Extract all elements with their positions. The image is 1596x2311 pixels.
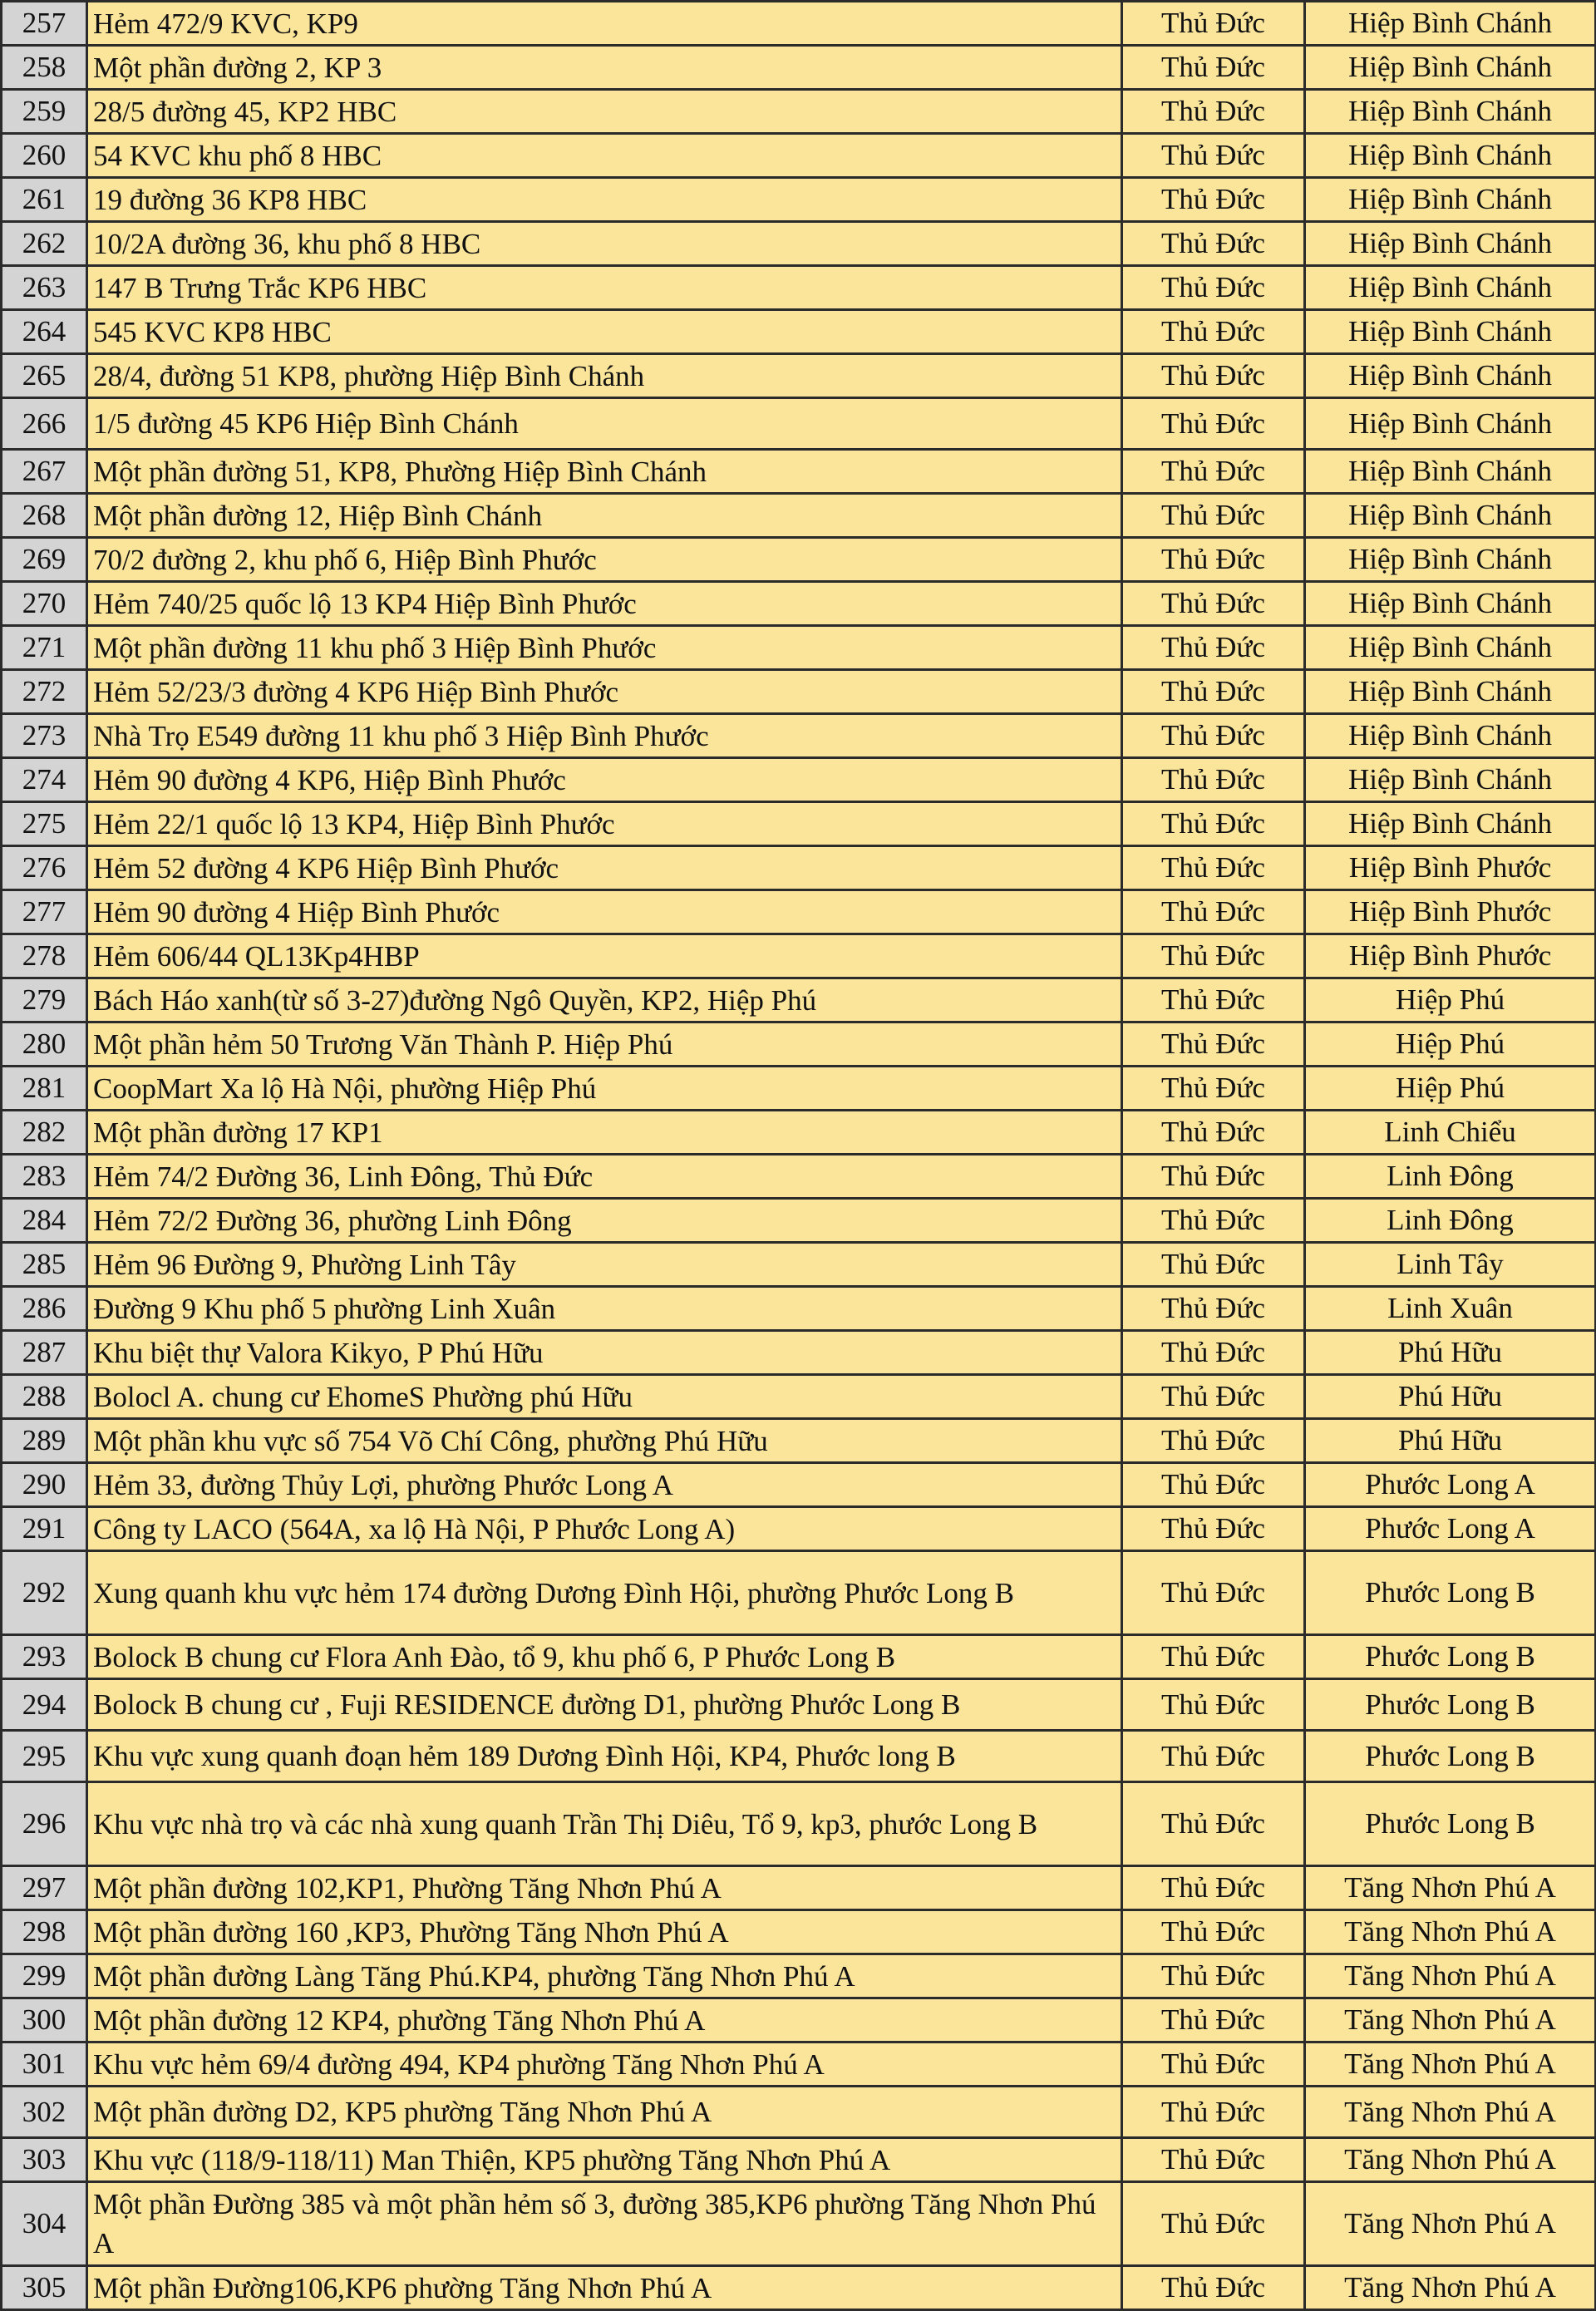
ward-cell: Hiệp Bình Chánh	[1305, 582, 1596, 626]
ward-cell: Linh Tây	[1305, 1243, 1596, 1287]
district-cell: Thủ Đức	[1122, 1375, 1305, 1419]
row-number: 282	[2, 1111, 87, 1155]
row-number: 305	[2, 2266, 87, 2310]
district-cell: Thủ Đức	[1122, 538, 1305, 582]
table-row	[2, 1910, 1596, 1954]
table-row	[2, 494, 1596, 538]
district-cell: Thủ Đức	[1122, 2182, 1305, 2266]
row-number: 265	[2, 354, 87, 398]
ward-cell: Hiệp Phú	[1305, 1067, 1596, 1111]
address-cell: Một phần Đường106,KP6 phường Tăng Nhơn Phú A	[87, 2266, 1122, 2310]
address-cell: 545 KVC KP8 HBC	[87, 310, 1122, 354]
ward-cell: Hiệp Bình Chánh	[1305, 2, 1596, 46]
district-cell: Thủ Đức	[1122, 1331, 1305, 1375]
table-row	[2, 1679, 1596, 1731]
row-number: 284	[2, 1199, 87, 1243]
ward-cell: Hiệp Bình Phước	[1305, 890, 1596, 934]
table-row	[2, 714, 1596, 758]
address-cell: Đường 9 Khu phố 5 phường Linh Xuân	[87, 1287, 1122, 1331]
district-cell: Thủ Đức	[1122, 1155, 1305, 1199]
address-cell: Một phần đường Làng Tăng Phú.KP4, phường Tăng Nhơn Phú A	[87, 1954, 1122, 1998]
district-cell: Thủ Đức	[1122, 758, 1305, 802]
table-row	[2, 1463, 1596, 1507]
ward-cell: Hiệp Bình Chánh	[1305, 714, 1596, 758]
ward-cell: Hiệp Bình Chánh	[1305, 626, 1596, 670]
district-cell: Thủ Đức	[1122, 1067, 1305, 1111]
address-cell: Khu vực (118/9-118/11) Man Thiện, KP5 phường Tăng Nhơn Phú A	[87, 2138, 1122, 2182]
district-cell: Thủ Đức	[1122, 978, 1305, 1022]
ward-cell: Hiệp Phú	[1305, 1022, 1596, 1067]
address-cell: Hẻm 72/2 Đường 36, phường Linh Đông	[87, 1199, 1122, 1243]
row-number: 260	[2, 134, 87, 178]
district-cell: Thủ Đức	[1122, 2042, 1305, 2087]
ward-cell: Hiệp Bình Chánh	[1305, 398, 1596, 450]
ward-cell: Tăng Nhơn Phú A	[1305, 2182, 1596, 2266]
address-cell: Bolocl A. chung cư EhomeS Phường phú Hữu	[87, 1375, 1122, 1419]
ward-cell: Tăng Nhơn Phú A	[1305, 2087, 1596, 2138]
row-number: 261	[2, 178, 87, 222]
row-number: 269	[2, 538, 87, 582]
district-cell: Thủ Đức	[1122, 450, 1305, 494]
address-cell: Hẻm 90 đường 4 KP6, Hiệp Bình Phước	[87, 758, 1122, 802]
table-row	[2, 90, 1596, 134]
district-cell: Thủ Đức	[1122, 46, 1305, 90]
ward-cell: Hiệp Bình Phước	[1305, 934, 1596, 978]
table-row	[2, 1155, 1596, 1199]
district-cell: Thủ Đức	[1122, 494, 1305, 538]
row-number: 278	[2, 934, 87, 978]
ward-cell: Phú Hữu	[1305, 1419, 1596, 1463]
ward-cell: Tăng Nhơn Phú A	[1305, 1866, 1596, 1910]
table-row	[2, 846, 1596, 890]
ward-cell: Hiệp Bình Chánh	[1305, 310, 1596, 354]
row-number: 258	[2, 46, 87, 90]
address-cell: Khu vực hẻm 69/4 đường 494, KP4 phường Tăng Nhơn Phú A	[87, 2042, 1122, 2087]
table-row	[2, 758, 1596, 802]
district-cell: Thủ Đức	[1122, 1731, 1305, 1782]
ward-cell: Phước Long B	[1305, 1551, 1596, 1635]
row-number: 262	[2, 222, 87, 266]
table-row	[2, 2042, 1596, 2087]
table-row	[2, 1507, 1596, 1551]
ward-cell: Linh Đông	[1305, 1199, 1596, 1243]
ward-cell: Hiệp Bình Chánh	[1305, 802, 1596, 846]
table-row	[2, 1419, 1596, 1463]
address-cell: Hẻm 52 đường 4 KP6 Hiệp Bình Phước	[87, 846, 1122, 890]
district-cell: Thủ Đức	[1122, 134, 1305, 178]
row-number: 268	[2, 494, 87, 538]
district-cell: Thủ Đức	[1122, 1243, 1305, 1287]
row-number: 304	[2, 2182, 87, 2266]
table-row	[2, 2, 1596, 46]
row-number: 286	[2, 1287, 87, 1331]
ward-cell: Hiệp Phú	[1305, 978, 1596, 1022]
ward-cell: Tăng Nhơn Phú A	[1305, 2138, 1596, 2182]
row-number: 298	[2, 1910, 87, 1954]
address-cell: Bolock B chung cư , Fuji RESIDENCE đường D1, phường Phước Long B	[87, 1679, 1122, 1731]
ward-cell: Phước Long A	[1305, 1507, 1596, 1551]
district-cell: Thủ Đức	[1122, 354, 1305, 398]
ward-cell: Hiệp Bình Chánh	[1305, 266, 1596, 310]
ward-cell: Phú Hữu	[1305, 1331, 1596, 1375]
table-row	[2, 1287, 1596, 1331]
address-cell: 28/4, đường 51 KP8, phường Hiệp Bình Chánh	[87, 354, 1122, 398]
table-row	[2, 1199, 1596, 1243]
row-number: 257	[2, 2, 87, 46]
address-cell: Hẻm 52/23/3 đường 4 KP6 Hiệp Bình Phước	[87, 670, 1122, 714]
row-number: 281	[2, 1067, 87, 1111]
address-cell: Một phần đường 51, KP8, Phường Hiệp Bình Chánh	[87, 450, 1122, 494]
address-cell: Hẻm 22/1 quốc lộ 13 KP4, Hiệp Bình Phước	[87, 802, 1122, 846]
ward-cell: Hiệp Bình Chánh	[1305, 178, 1596, 222]
row-number: 272	[2, 670, 87, 714]
table-row	[2, 1243, 1596, 1287]
row-number: 294	[2, 1679, 87, 1731]
district-cell: Thủ Đức	[1122, 310, 1305, 354]
table-row	[2, 890, 1596, 934]
table-body	[2, 2, 1596, 2310]
row-number: 295	[2, 1731, 87, 1782]
ward-cell: Phước Long A	[1305, 1463, 1596, 1507]
row-number: 287	[2, 1331, 87, 1375]
row-number: 279	[2, 978, 87, 1022]
row-number: 274	[2, 758, 87, 802]
address-cell: 10/2A đường 36, khu phố 8 HBC	[87, 222, 1122, 266]
address-cell: Một phần đường 160 ,KP3, Phường Tăng Nhơn Phú A	[87, 1910, 1122, 1954]
district-cell: Thủ Đức	[1122, 1866, 1305, 1910]
table-row	[2, 2087, 1596, 2138]
address-cell: 1/5 đường 45 KP6 Hiệp Bình Chánh	[87, 398, 1122, 450]
district-cell: Thủ Đức	[1122, 1635, 1305, 1679]
table-row	[2, 354, 1596, 398]
row-number: 293	[2, 1635, 87, 1679]
address-cell: Bách Háo xanh(từ số 3-27)đường Ngô Quyền, KP2, Hiệp Phú	[87, 978, 1122, 1022]
district-cell: Thủ Đức	[1122, 1954, 1305, 1998]
ward-cell: Linh Xuân	[1305, 1287, 1596, 1331]
table-row	[2, 538, 1596, 582]
row-number: 283	[2, 1155, 87, 1199]
ward-cell: Linh Đông	[1305, 1155, 1596, 1199]
row-number: 267	[2, 450, 87, 494]
ward-cell: Hiệp Bình Chánh	[1305, 46, 1596, 90]
district-cell: Thủ Đức	[1122, 2, 1305, 46]
address-cell: Khu biệt thự Valora Kikyo, P Phú Hữu	[87, 1331, 1122, 1375]
address-cell: 19 đường 36 KP8 HBC	[87, 178, 1122, 222]
ward-cell: Hiệp Bình Chánh	[1305, 494, 1596, 538]
district-cell: Thủ Đức	[1122, 802, 1305, 846]
ward-cell: Hiệp Bình Chánh	[1305, 670, 1596, 714]
row-number: 266	[2, 398, 87, 450]
address-cell: Hẻm 90 đường 4 Hiệp Bình Phước	[87, 890, 1122, 934]
address-cell: Công ty LACO (564A, xa lộ Hà Nội, P Phước Long A)	[87, 1507, 1122, 1551]
address-cell: Hẻm 606/44 QL13Kp4HBP	[87, 934, 1122, 978]
row-number: 291	[2, 1507, 87, 1551]
address-cell: Một phần đường 12 KP4, phường Tăng Nhơn Phú A	[87, 1998, 1122, 2042]
table-row	[2, 802, 1596, 846]
district-cell: Thủ Đức	[1122, 1998, 1305, 2042]
district-cell: Thủ Đức	[1122, 1199, 1305, 1243]
address-cell: 147 B Trưng Trắc KP6 HBC	[87, 266, 1122, 310]
ward-cell: Tăng Nhơn Phú A	[1305, 1998, 1596, 2042]
table-row	[2, 1866, 1596, 1910]
table-row	[2, 1375, 1596, 1419]
address-cell: 28/5 đường 45, KP2 HBC	[87, 90, 1122, 134]
table-row	[2, 1998, 1596, 2042]
ward-cell: Tăng Nhơn Phú A	[1305, 1954, 1596, 1998]
address-cell: Một phần đường 12, Hiệp Bình Chánh	[87, 494, 1122, 538]
table-row	[2, 582, 1596, 626]
table-row	[2, 978, 1596, 1022]
district-cell: Thủ Đức	[1122, 266, 1305, 310]
table-row	[2, 46, 1596, 90]
address-cell: Một phần đường 2, KP 3	[87, 46, 1122, 90]
row-number: 263	[2, 266, 87, 310]
ward-cell: Hiệp Bình Chánh	[1305, 450, 1596, 494]
district-cell: Thủ Đức	[1122, 670, 1305, 714]
table-row	[2, 1731, 1596, 1782]
row-number: 264	[2, 310, 87, 354]
district-cell: Thủ Đức	[1122, 1287, 1305, 1331]
table-row	[2, 670, 1596, 714]
district-cell: Thủ Đức	[1122, 222, 1305, 266]
address-cell: Một phần Đường 385 và một phần hẻm số 3, đường 385,KP6 phường Tăng Nhơn Phú A	[87, 2182, 1122, 2266]
table-row	[2, 1782, 1596, 1866]
row-number: 280	[2, 1022, 87, 1067]
address-cell: Hẻm 74/2 Đường 36, Linh Đông, Thủ Đức	[87, 1155, 1122, 1199]
row-number: 290	[2, 1463, 87, 1507]
table-row	[2, 1067, 1596, 1111]
ward-cell: Hiệp Bình Chánh	[1305, 222, 1596, 266]
table-row	[2, 934, 1596, 978]
address-cell: 54 KVC khu phố 8 HBC	[87, 134, 1122, 178]
ward-cell: Hiệp Bình Chánh	[1305, 90, 1596, 134]
district-cell: Thủ Đức	[1122, 582, 1305, 626]
address-cell: Hẻm 472/9 KVC, KP9	[87, 2, 1122, 46]
table-row	[2, 2138, 1596, 2182]
ward-cell: Phước Long B	[1305, 1635, 1596, 1679]
table-row	[2, 450, 1596, 494]
row-number: 301	[2, 2042, 87, 2087]
table-row	[2, 626, 1596, 670]
row-number: 288	[2, 1375, 87, 1419]
ward-cell: Hiệp Bình Chánh	[1305, 538, 1596, 582]
table-row	[2, 2266, 1596, 2310]
district-cell: Thủ Đức	[1122, 714, 1305, 758]
table-row	[2, 1111, 1596, 1155]
table-row	[2, 178, 1596, 222]
address-cell: Một phần đường 11 khu phố 3 Hiệp Bình Phước	[87, 626, 1122, 670]
row-number: 296	[2, 1782, 87, 1866]
address-cell: Một phần hẻm 50 Trương Văn Thành P. Hiệp Phú	[87, 1022, 1122, 1067]
row-number: 300	[2, 1998, 87, 2042]
ward-cell: Hiệp Bình Chánh	[1305, 758, 1596, 802]
district-cell: Thủ Đức	[1122, 1910, 1305, 1954]
address-cell: CoopMart Xa lộ Hà Nội, phường Hiệp Phú	[87, 1067, 1122, 1111]
address-cell: Khu vực xung quanh đoạn hẻm 189 Dương Đình Hội, KP4, Phước long B	[87, 1731, 1122, 1782]
table-row	[2, 222, 1596, 266]
row-number: 302	[2, 2087, 87, 2138]
ward-cell: Tăng Nhơn Phú A	[1305, 1910, 1596, 1954]
district-cell: Thủ Đức	[1122, 398, 1305, 450]
table-row	[2, 134, 1596, 178]
row-number: 270	[2, 582, 87, 626]
address-cell: Hẻm 96 Đường 9, Phường Linh Tây	[87, 1243, 1122, 1287]
district-cell: Thủ Đức	[1122, 1111, 1305, 1155]
address-cell: Hẻm 740/25 quốc lộ 13 KP4 Hiệp Bình Phước	[87, 582, 1122, 626]
table-row	[2, 398, 1596, 450]
district-cell: Thủ Đức	[1122, 890, 1305, 934]
address-cell: Hẻm 33, đường Thủy Lợi, phường Phước Long A	[87, 1463, 1122, 1507]
district-cell: Thủ Đức	[1122, 846, 1305, 890]
table-row	[2, 1022, 1596, 1067]
district-cell: Thủ Đức	[1122, 1507, 1305, 1551]
ward-cell: Tăng Nhơn Phú A	[1305, 2266, 1596, 2310]
ward-cell: Phú Hữu	[1305, 1375, 1596, 1419]
ward-cell: Phước Long B	[1305, 1679, 1596, 1731]
row-number: 303	[2, 2138, 87, 2182]
district-cell: Thủ Đức	[1122, 1782, 1305, 1866]
row-number: 275	[2, 802, 87, 846]
ward-cell: Hiệp Bình Chánh	[1305, 134, 1596, 178]
district-cell: Thủ Đức	[1122, 90, 1305, 134]
district-cell: Thủ Đức	[1122, 934, 1305, 978]
ward-cell: Hiệp Bình Chánh	[1305, 354, 1596, 398]
address-cell: Một phần đường 17 KP1	[87, 1111, 1122, 1155]
district-cell: Thủ Đức	[1122, 626, 1305, 670]
table-row	[2, 1954, 1596, 1998]
table-row	[2, 1635, 1596, 1679]
address-cell: Một phần đường 102,KP1, Phường Tăng Nhơn Phú A	[87, 1866, 1122, 1910]
address-cell: Nhà Trọ E549 đường 11 khu phố 3 Hiệp Bình Phước	[87, 714, 1122, 758]
address-cell: 70/2 đường 2, khu phố 6, Hiệp Bình Phước	[87, 538, 1122, 582]
table-row	[2, 2182, 1596, 2266]
table-row	[2, 310, 1596, 354]
district-cell: Thủ Đức	[1122, 178, 1305, 222]
row-number: 273	[2, 714, 87, 758]
row-number: 277	[2, 890, 87, 934]
district-cell: Thủ Đức	[1122, 1419, 1305, 1463]
row-number: 276	[2, 846, 87, 890]
address-cell: Khu vực nhà trọ và các nhà xung quanh Trần Thị Diêu, Tổ 9, kp3, phước Long B	[87, 1782, 1122, 1866]
district-cell: Thủ Đức	[1122, 1463, 1305, 1507]
row-number: 292	[2, 1551, 87, 1635]
row-number: 289	[2, 1419, 87, 1463]
row-number: 259	[2, 90, 87, 134]
district-cell: Thủ Đức	[1122, 2138, 1305, 2182]
ward-cell: Hiệp Bình Phước	[1305, 846, 1596, 890]
district-cell: Thủ Đức	[1122, 1022, 1305, 1067]
ward-cell: Linh Chiểu	[1305, 1111, 1596, 1155]
row-number: 271	[2, 626, 87, 670]
table-row	[2, 266, 1596, 310]
district-cell: Thủ Đức	[1122, 2266, 1305, 2310]
address-cell: Một phần khu vực số 754 Võ Chí Công, phường Phú Hữu	[87, 1419, 1122, 1463]
address-cell: Bolock B chung cư Flora Anh Đào, tổ 9, khu phố 6, P Phước Long B	[87, 1635, 1122, 1679]
table-row	[2, 1551, 1596, 1635]
address-cell: Một phần đường D2, KP5 phường Tăng Nhơn Phú A	[87, 2087, 1122, 2138]
ward-cell: Phước Long B	[1305, 1782, 1596, 1866]
district-cell: Thủ Đức	[1122, 1551, 1305, 1635]
row-number: 299	[2, 1954, 87, 1998]
address-cell: Xung quanh khu vực hẻm 174 đường Dương Đình Hội, phường Phước Long B	[87, 1551, 1122, 1635]
table-row	[2, 1331, 1596, 1375]
row-number: 297	[2, 1866, 87, 1910]
ward-cell: Tăng Nhơn Phú A	[1305, 2042, 1596, 2087]
row-number: 285	[2, 1243, 87, 1287]
district-cell: Thủ Đức	[1122, 2087, 1305, 2138]
district-cell: Thủ Đức	[1122, 1679, 1305, 1731]
ward-cell: Phước Long B	[1305, 1731, 1596, 1782]
